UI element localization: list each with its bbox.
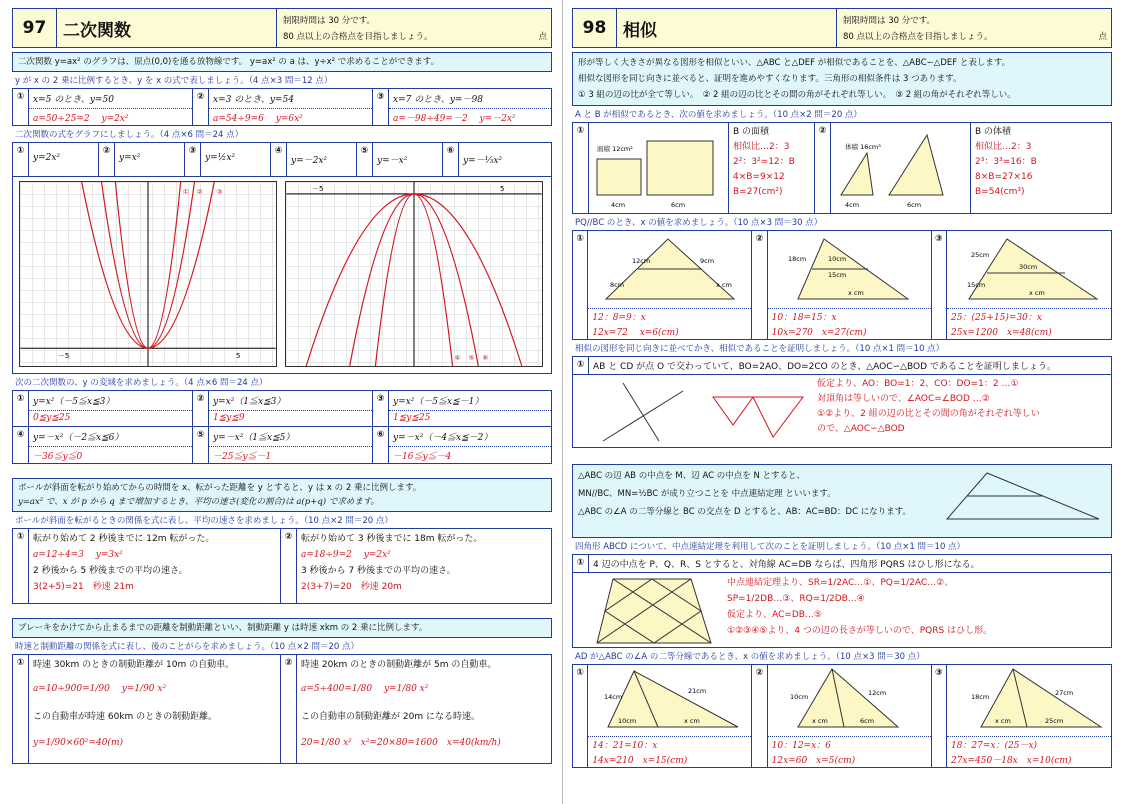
svg-text:6cm: 6cm bbox=[907, 201, 922, 209]
svg-text:14cm: 14cm bbox=[604, 693, 623, 701]
score-unit: 点 bbox=[538, 32, 547, 42]
quadrilateral-abcd bbox=[597, 579, 711, 643]
similar-ratio-questions: ① 面積 12cm² 4cm 6cm B の面積 相似比…2：3 2²：3²=12：B 4×B=9×12 B=27(cm²) ② 体積 16cm³ 4cm 6cm B の体積 相似比…2：3 2³：3³=16：B 8×B=27×16 B=54(cm³) bbox=[572, 122, 1112, 214]
time-note: 制限時間は 30 分です。 80 点以上の合格点を目指しましょう。 点 bbox=[277, 9, 551, 47]
answer: a=－98÷49=－2 y=－2x² bbox=[389, 108, 551, 126]
worksheet-97 bbox=[12, 8, 552, 798]
svg-text:x cm: x cm bbox=[811, 717, 828, 725]
answer: 中点連結定理より、SR=1/2AC…①、PQ=1/2AC…②、 bbox=[727, 578, 954, 588]
answer: ①②より、2 組の辺の比とその間の角がそれぞれ等しい bbox=[817, 409, 1040, 419]
answer: 2²：3²=12：B bbox=[733, 157, 795, 167]
svg-text:9cm: 9cm bbox=[700, 257, 715, 265]
curve-label: ① bbox=[182, 187, 189, 196]
answer: ので、△AOC∽△BOD bbox=[817, 424, 905, 434]
svg-text:25cm: 25cm bbox=[970, 251, 990, 259]
answer: a=54÷9=6 y=6x² bbox=[209, 108, 372, 126]
graph-positive bbox=[19, 181, 277, 367]
svg-text:30cm: 30cm bbox=[1018, 263, 1038, 271]
answer: 14x=210 x=15(cm) bbox=[592, 756, 688, 766]
curve-label: ⑥ bbox=[482, 354, 489, 363]
info-band: △ABC の辺 AB の中点を M、辺 AC の中点を N とすると、 MN//BC、MN=½BC が成り立つことを 中点連結定理 といいます。 △ABC の∠A の二等分線と BC の交点を D とすると、AB：AC=BD：DC になります。 bbox=[572, 464, 1112, 538]
svg-text:6cm: 6cm bbox=[671, 201, 686, 209]
worksheet-98 bbox=[572, 8, 1112, 798]
answer: 25：(25+15)=30：x bbox=[950, 313, 1042, 323]
section-title: 四角形 ABCD について、中点連結定理を利用して次のことを証明しましょう。（10 点×1 問＝10 点） bbox=[575, 542, 966, 552]
section-title: ボールが斜面を転がるときの関係を式に表し、平均の速さを求めましょう。（10 点×2 問＝20 点） bbox=[15, 516, 393, 526]
svg-text:27cm: 27cm bbox=[1054, 689, 1074, 697]
svg-text:4cm: 4cm bbox=[845, 201, 860, 209]
graph-section: ① y=2x² ② y=x² ③ y=½x² ④ y=－2x² ⑤ y=－x² ⑥ y=－⅓x² －5 5 ① ② ③ －5 5 ④ ⑤ ⑥ bbox=[12, 142, 552, 374]
section-title: 二次関数の式をグラフにしましょう。（4 点×6 問＝24 点） bbox=[15, 130, 244, 140]
brake-questions: ① 時速 30km のときの制動距離が 10m の自動車。 a=10÷900=1/90 y=1/90 x² この自動車が時速 60km のときの制動距離。 y=1/90×60²=40(m) ② 時速 20km のときの制動距離が 5m の自動車。 a=5÷400=1/80 y=1/80 x² この自動車の制動距離が 20m になる時速。 20=1/80 x² x²=20×80=1600 x=40(km/h) bbox=[12, 654, 552, 764]
svg-text:x cm: x cm bbox=[847, 289, 864, 297]
range-questions: ① y=x²（－5≦x≦3） 0≦y≦25 ② y=x²（1≦x≦3） 1≦y≦9 ③ y=x²（－5≦x≦－1） 1≦y≦25 ④ y=－x²（－2≦x≦6） －36≦y≦0 ⑤ y=－x²（1≦x≦5） －25≦y≦－1 ⑥ y=－x²（－4≦x≦－2） －16≦y≦－4 bbox=[12, 390, 552, 464]
answer: B=54(cm³) bbox=[975, 187, 1025, 197]
curve-label: ④ bbox=[454, 354, 461, 363]
worksheet-header bbox=[12, 8, 552, 48]
answer: 仮定より、AO：BO=1：2、CO：DO=1：2 …① bbox=[817, 379, 1019, 389]
answer: a=50÷25=2 y=2x² bbox=[29, 108, 192, 126]
triangle-figure bbox=[768, 231, 932, 305]
answer: 対頂角は等しいので、∠AOC=∠BOD …② bbox=[817, 394, 990, 404]
curve-label: ② bbox=[196, 187, 203, 196]
worksheet-number: 97 bbox=[13, 9, 57, 47]
answer: a=12÷4=3 y=3x² bbox=[33, 550, 123, 560]
bisector-questions: ① 14cm 21cm 10cm x cm 14：21=10：x 14x=210 x=15(cm) ② 10cm 12cm x cm 6cm 10：12=x：6 12x=60 x=5(cm) ③ 18cm 27cm x cm 25cm 18：27=x：(25－x) 27x=450－18x x=10(cm) bbox=[572, 664, 1112, 768]
worksheet-title: 二次関数 bbox=[57, 9, 277, 47]
section-title: y が x の 2 乗に比例するとき、y を x の式で表しましょう。（4 点×3 問＝12 点） bbox=[15, 76, 333, 86]
svg-text:8cm: 8cm bbox=[610, 281, 625, 289]
svg-text:x cm: x cm bbox=[1028, 289, 1045, 297]
answer: 10x=270 x=27(cm) bbox=[771, 328, 867, 338]
answer: a=18÷9=2 y=2x² bbox=[301, 550, 391, 560]
proof-question: ① AB と CD が点 O で交わっていて、BO=2AO、DO=2CO のとき、△AOC∽△BOD であることを証明しましょう。 仮定より、AO：BO=1：2、CO：DO=1：2 …① 対頂角は等しいので、∠AOC=∠BOD …② ①②より、2 組の辺の比とその間の角がそれぞれ等しい ので、△AOC∽△BOD bbox=[572, 356, 1112, 448]
svg-text:4cm: 4cm bbox=[611, 201, 626, 209]
midpoint-figure bbox=[943, 469, 1103, 523]
curve-label: ⑤ bbox=[468, 354, 475, 363]
tick-label: 5 bbox=[500, 184, 505, 193]
svg-text:15cm: 15cm bbox=[966, 281, 986, 289]
svg-text:10cm: 10cm bbox=[618, 717, 637, 725]
intro-band: 二次関数 y=ax² のグラフは、原点(0,0)を通る放物線です。 y=ax² の a は、y÷x² で求めることができます。 bbox=[12, 52, 552, 72]
rectangle-b bbox=[647, 141, 713, 195]
midpoint-proof: ① 4 辺の中点を P、Q、R、S とすると、対角線 AC=DB ならば、四角形 PQRS はひし形になる。 中点連結定理より、SR=1/2AC…①、PQ=1/2AC…②、 SP=1/2DB…③、RQ=1/2DB…④ 仮定より、AC=DB…⑤ ①②③④⑤より、4 つの辺の長さが等しいので、PQRS はひし形。 bbox=[572, 554, 1112, 648]
segment-ab bbox=[623, 383, 659, 441]
rectangles-figure bbox=[589, 123, 729, 213]
answer: －16≦y≦－4 bbox=[389, 446, 551, 464]
triangle-aoc bbox=[713, 397, 753, 425]
answer: y=1/90×60²=40(m) bbox=[33, 738, 123, 748]
section-title: A と B が相似であるとき、次の値を求めましょう。（10 点×2 問＝20 点） bbox=[575, 110, 862, 120]
answer: 12x=60 x=5(cm) bbox=[771, 756, 856, 766]
answer: SP=1/2DB…③、RQ=1/2DB…④ bbox=[727, 594, 865, 604]
answer: 10：18=15：x bbox=[771, 313, 837, 323]
answer: 25x=1200 x=48(cm) bbox=[950, 328, 1052, 338]
triangle-figure bbox=[588, 665, 752, 733]
answer: 1≦y≦9 bbox=[209, 410, 372, 425]
answer: 12x=72 x=6(cm) bbox=[592, 328, 679, 338]
parallel-questions: ① 12cm 9cm 8cm x cm 12：8=9：x 12x=72 x=6(cm) ② 18cm 10cm 15cm x cm 10：18=15：x 10x=270 x=27(cm) ③ 25cm 15cm 30cm x cm 25：(25+15)=30：x 25x=1200 x=48(cm) bbox=[572, 230, 1112, 340]
triangle-figure bbox=[768, 665, 932, 733]
pyramid-b bbox=[889, 135, 943, 195]
svg-text:面積 12cm²: 面積 12cm² bbox=[597, 145, 633, 153]
triangle-figure bbox=[588, 231, 752, 305]
answer: B=27(cm²) bbox=[733, 187, 783, 197]
svg-text:25cm: 25cm bbox=[1044, 717, 1064, 725]
answer: 3(2+5)=21 秒速 21m bbox=[33, 582, 134, 592]
rectangle-a bbox=[597, 159, 641, 195]
triangle-figure bbox=[947, 665, 1111, 733]
tick-label: －5 bbox=[57, 352, 70, 361]
answer: a=5÷400=1/80 y=1/80 x² bbox=[301, 684, 429, 694]
info-band: ブレーキをかけてから止まるまでの距離を制動距離といい、制動距離 y は時速 xkm の 2 乗に比例します。 bbox=[12, 618, 552, 638]
svg-text:x cm: x cm bbox=[994, 717, 1011, 725]
answer: 0≦y≦25 bbox=[29, 410, 192, 425]
worksheet-header bbox=[572, 8, 1112, 48]
answer: 仮定より、AC=DB…⑤ bbox=[727, 610, 822, 620]
svg-text:10cm: 10cm bbox=[789, 693, 808, 701]
section-title: 時速と制動距離の関係を式に表し、後のことがらを求めましょう。（10 点×2 問＝20 点） bbox=[15, 642, 360, 652]
section-title: 相似の図形を同じ向きに並べてかき、相似であることを証明しましょう。（10 点×1 問＝10 点） bbox=[575, 344, 945, 354]
pyramids-figure bbox=[831, 123, 971, 213]
tick-label: 5 bbox=[236, 352, 241, 361]
answer: 2³：3³=16：B bbox=[975, 157, 1037, 167]
worksheet-title: 相似 bbox=[617, 9, 837, 47]
svg-text:18cm: 18cm bbox=[970, 693, 990, 701]
answer: 27x=450－18x x=10(cm) bbox=[950, 756, 1072, 766]
svg-text:x cm: x cm bbox=[684, 717, 701, 725]
answer: ①②③④⑤より、4 つの辺の長さが等しいので、PQRS はひし形。 bbox=[727, 626, 993, 636]
time-note: 制限時間は 30 分です。 80 点以上の合格点を目指しましょう。 点 bbox=[837, 9, 1111, 47]
section-title: 次の二次関数の、y の変域を求めましょう。（4 点×6 問＝24 点） bbox=[15, 378, 268, 388]
triangle-bod bbox=[753, 397, 803, 437]
worksheet-number: 98 bbox=[573, 9, 617, 47]
answer: 2(3+7)=20 秒速 20m bbox=[301, 582, 402, 592]
section-title: AD が△ABC の∠A の二等分線であるとき、x の値を求めましょう。（10 点×3 問＝30 点） bbox=[575, 652, 925, 662]
triangle-figure bbox=[947, 231, 1111, 305]
answer: 相似比…2：3 bbox=[975, 142, 1032, 152]
pyramid-a bbox=[841, 153, 873, 195]
svg-text:12cm: 12cm bbox=[632, 257, 651, 265]
answer: 10：12=x：6 bbox=[771, 741, 831, 751]
svg-text:10cm: 10cm bbox=[827, 255, 846, 263]
quadrilateral-figure bbox=[573, 573, 723, 647]
tick-label: －5 bbox=[312, 184, 324, 193]
svg-text:6cm: 6cm bbox=[859, 717, 874, 725]
info-band: ボールが斜面を転がり始めてからの時間を x、転がった距離を y とすると、y は x の 2 乗に比例します。 y=ax² で、x が p から q まで増加するとき、平均の速さ(変化の割合)は a(p+q) で求めます。 bbox=[12, 478, 552, 512]
ball-questions: ① 転がり始めて 2 秒後までに 12m 転がった。 a=12÷4=3 y=3x² 2 秒後から 5 秒後までの平均の速さ。 3(2+5)=21 秒速 21m ② 転がり始めて 3 秒後までに 18m 転がった。 a=18÷9=2 y=2x² 3 秒後から 7 秒後までの平均の速さ。 2(3+7)=20 秒速 20m bbox=[12, 528, 552, 604]
answer: 4×B=9×12 bbox=[733, 172, 785, 182]
curve-label: ③ bbox=[216, 187, 223, 196]
answer: 相似比…2：3 bbox=[733, 142, 790, 152]
answer: 18：27=x：(25－x) bbox=[950, 741, 1038, 751]
score-unit: 点 bbox=[1098, 32, 1107, 42]
answer: －25≦y≦－1 bbox=[209, 446, 372, 464]
answer: 20=1/80 x² x²=20×80=1600 x=40(km/h) bbox=[301, 738, 501, 748]
svg-text:体積 16cm³: 体積 16cm³ bbox=[845, 143, 881, 151]
answer: 14：21=10：x bbox=[592, 741, 658, 751]
svg-text:15cm: 15cm bbox=[827, 271, 846, 279]
graph-negative bbox=[285, 181, 543, 367]
section-title: PQ//BC のとき、x の値を求めましょう。（10 点×3 問＝30 点） bbox=[575, 218, 823, 228]
page-divider bbox=[562, 0, 563, 804]
answer: 8×B=27×16 bbox=[975, 172, 1033, 182]
intro-band: 形が等しく大きさが異なる図形を相似といい、△ABC と△DEF が相似であることを、△ABC∽△DEF と表します。 相似な図形を同じ向きに並べると、証明を進めやすくなります。三角形の相似条件は 3 つあります。 ① 3 組の辺の比が全て等しい。 ② 2 組の辺の比とその間の角がそれぞれ等しい。 ③ 2 組の角がそれぞれ等しい。 bbox=[572, 52, 1112, 106]
svg-text:12cm: 12cm bbox=[867, 689, 886, 697]
question-row-1: ① x=5 のとき、y=50 a=50÷25=2 y=2x² ② x=3 のとき、y=54 a=54÷9=6 y=6x² ③ x=7 のとき、y=－98 a=－98÷49=－2 y=－2x² bbox=[12, 88, 552, 126]
answer: 12：8=9：x bbox=[592, 313, 646, 323]
answer: －36≦y≦0 bbox=[29, 446, 192, 464]
crossing-lines-figure bbox=[573, 375, 813, 447]
answer: a=10÷900=1/90 y=1/90 x² bbox=[33, 684, 167, 694]
svg-text:18cm: 18cm bbox=[787, 255, 806, 263]
segment-cd bbox=[603, 391, 683, 441]
svg-text:21cm: 21cm bbox=[688, 687, 707, 695]
answer: 1≦y≦25 bbox=[389, 410, 551, 425]
svg-text:x cm: x cm bbox=[716, 281, 733, 289]
